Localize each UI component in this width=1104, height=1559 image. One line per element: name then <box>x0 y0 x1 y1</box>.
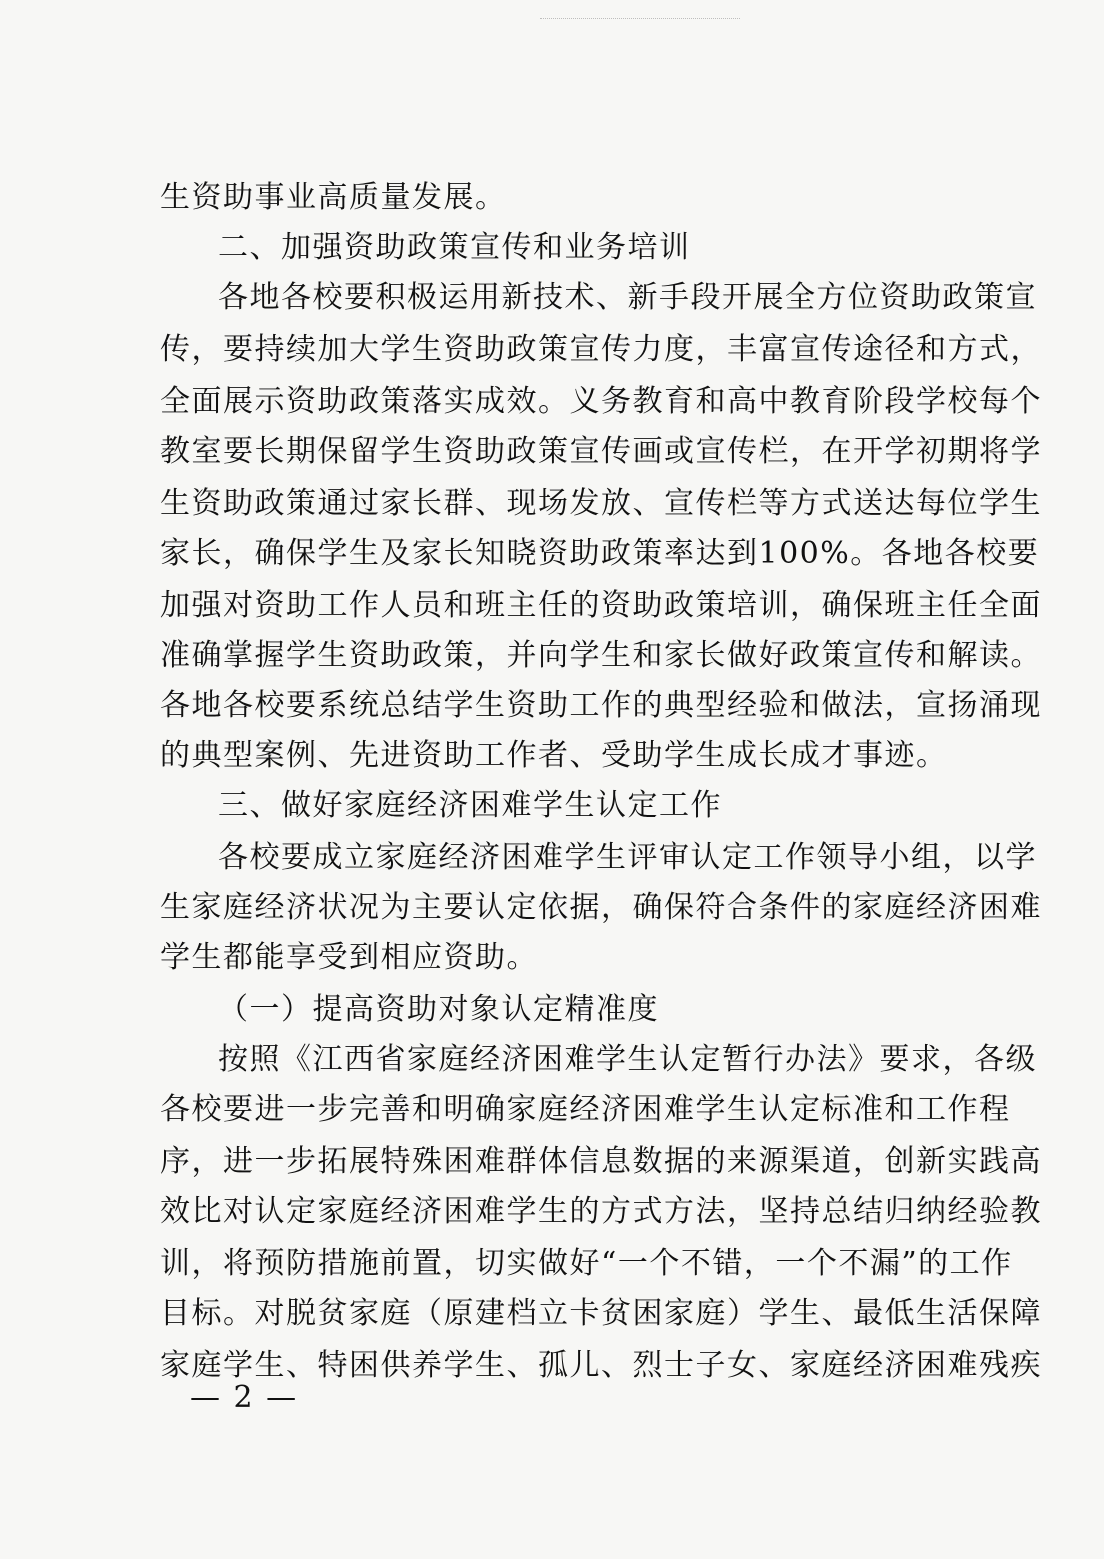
text-line-1: 生资助事业高质量发展。 <box>160 180 507 215</box>
text-line-7: 生资助政策通过家长群、现场发放、宣传栏等方式送达每位学生 <box>160 486 1042 521</box>
section-heading-3: 三、做好家庭经济困难学生认定工作 <box>218 788 722 823</box>
text-line-22: 训，将预防措施前置，切实做好“一个不错，一个不漏”的工作 <box>160 1246 1013 1281</box>
section-heading-2: 二、加强资助政策宣传和业务培训 <box>218 230 691 265</box>
text-line-4: 传，要持续加大学生资助政策宣传力度，丰富宣传途径和方式， <box>160 332 1042 367</box>
text-line-3: 各地各校要积极运用新技术、新手段开展全方位资助政策宣 <box>218 280 1037 315</box>
text-line-18: 按照《江西省家庭经济困难学生认定暂行办法》要求，各级 <box>218 1042 1037 1077</box>
text-line-16: 学生都能享受到相应资助。 <box>160 940 538 975</box>
text-line-12: 的典型案例、先进资助工作者、受助学生成长成才事迹。 <box>160 738 948 773</box>
scan-artifact <box>540 18 740 25</box>
text-line-23: 目标。对脱贫家庭（原建档立卡贫困家庭）学生、最低生活保障 <box>160 1296 1042 1331</box>
text-line-19: 各校要进一步完善和明确家庭经济困难学生认定标准和工作程 <box>160 1092 1011 1127</box>
text-line-10: 准确掌握学生资助政策，并向学生和家长做好政策宣传和解读。 <box>160 638 1042 673</box>
text-line-21: 效比对认定家庭经济困难学生的方式方法，坚持总结归纳经验教 <box>160 1194 1042 1229</box>
subsection-heading-1: （一）提高资助对象认定精准度 <box>218 992 659 1027</box>
text-line-6: 教室要长期保留学生资助政策宣传画或宣传栏，在开学初期将学 <box>160 434 1042 469</box>
text-line-8: 家长，确保学生及家长知晓资助政策率达到100%。各地各校要 <box>160 536 1040 571</box>
page-number: — 2 — <box>190 1380 299 1415</box>
text-line-15: 生家庭经济状况为主要认定依据，确保符合条件的家庭经济困难 <box>160 890 1042 925</box>
text-line-11: 各地各校要系统总结学生资助工作的典型经验和做法，宣扬涌现 <box>160 688 1042 723</box>
text-line-24: 家庭学生、特困供养学生、孤儿、烈士子女、家庭经济困难残疾 <box>160 1348 1042 1383</box>
text-line-20: 序，进一步拓展特殊困难群体信息数据的来源渠道，创新实践高 <box>160 1144 1042 1179</box>
text-line-5: 全面展示资助政策落实成效。义务教育和高中教育阶段学校每个 <box>160 384 1042 419</box>
text-line-9: 加强对资助工作人员和班主任的资助政策培训，确保班主任全面 <box>160 588 1042 623</box>
text-line-14: 各校要成立家庭经济困难学生评审认定工作领导小组，以学 <box>218 840 1037 875</box>
